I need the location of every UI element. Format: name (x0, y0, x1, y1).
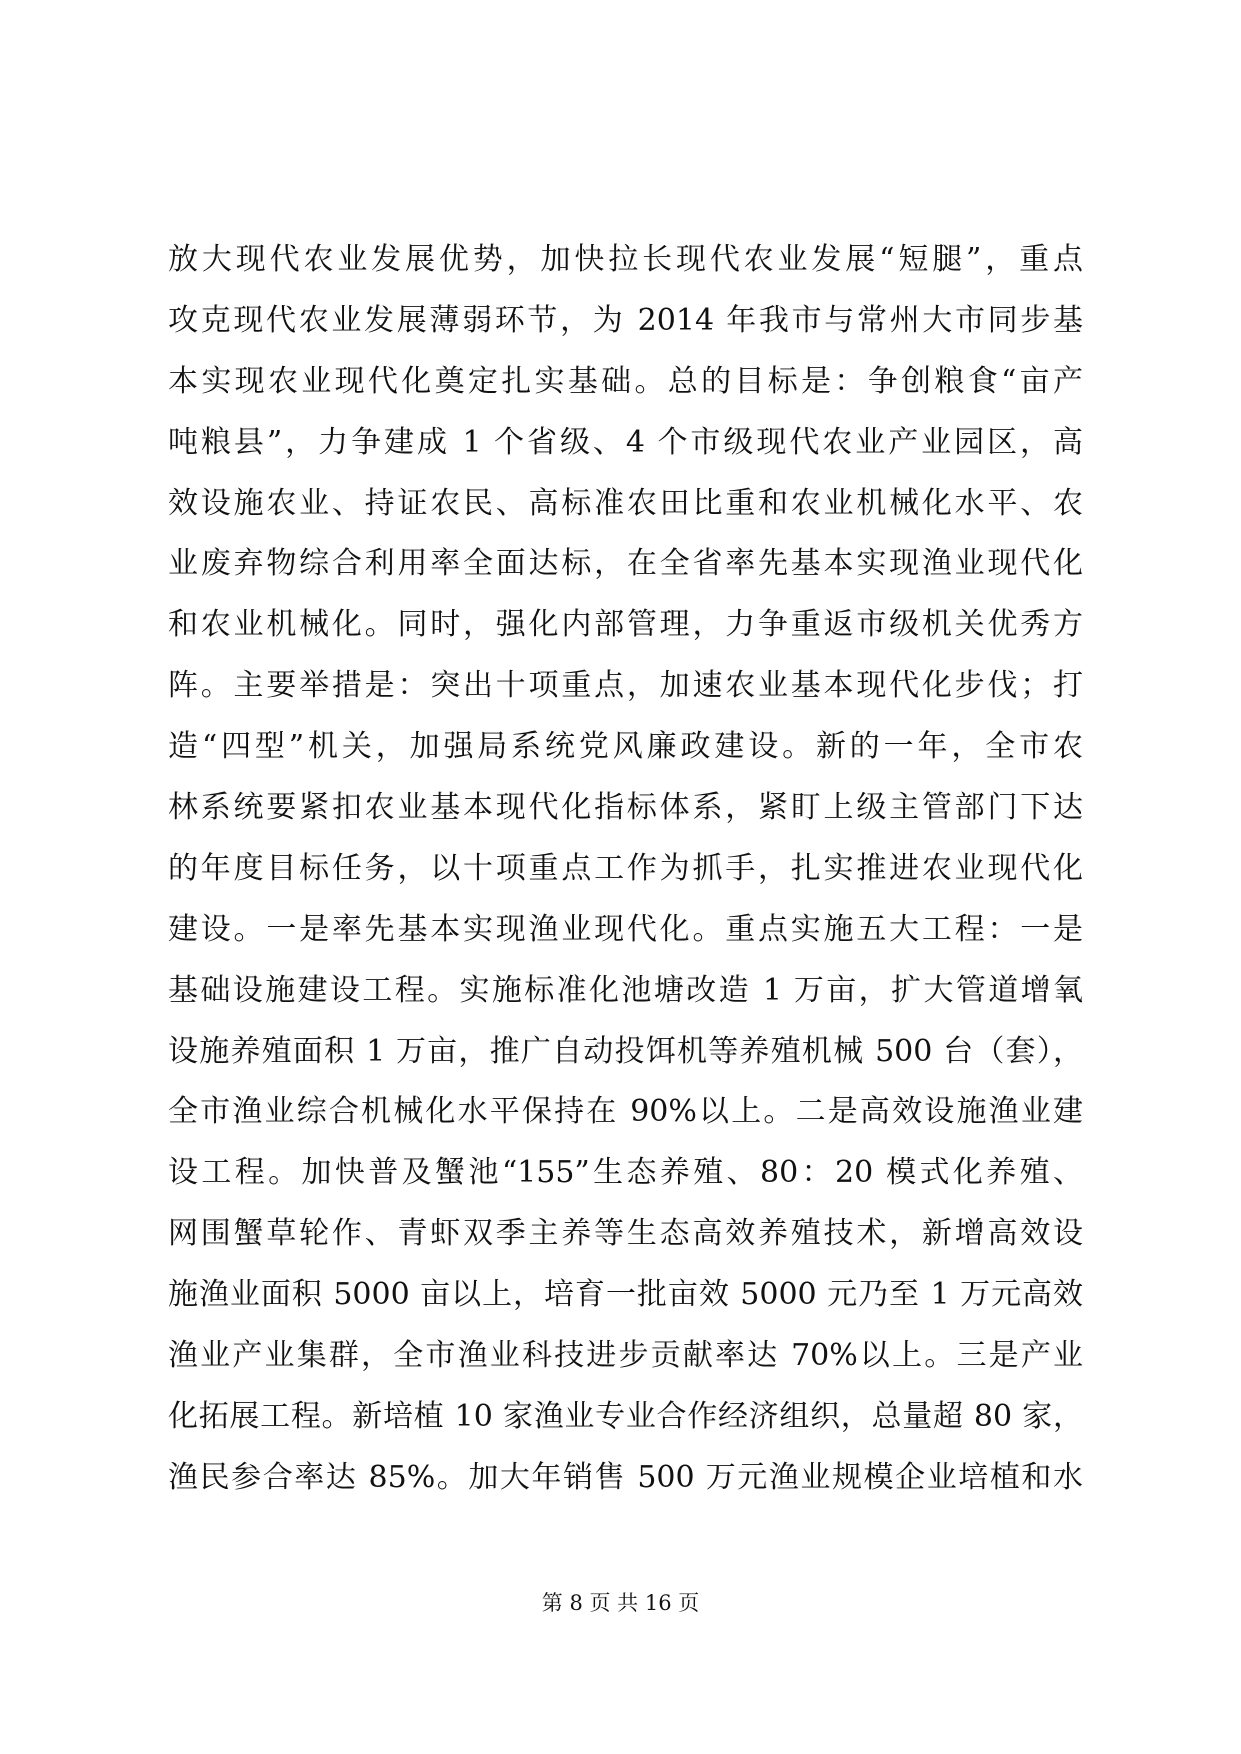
text-line: 业废弃物综合利用率全面达标，在全省率先基本实现渔业现代化 (168, 546, 1083, 582)
text-line: 的年度目标任务，以十项重点工作为抓手，扎实推进农业现代化 (168, 850, 1083, 886)
text-line: 本实现农业现代化奠定扎实基础。总的目标是：争创粮食“亩产 (168, 363, 1083, 399)
body-text (168, 230, 1083, 1509)
text-line: 建设。一是率先基本实现渔业现代化。重点实施五大工程：一是 (168, 911, 1083, 947)
text-line: 网围蟹草轮作、青虾双季主养等生态高效养殖技术，新增高效设 (168, 1216, 1083, 1252)
text-line: 效设施农业、持证农民、高标准农田比重和农业机械化水平、农 (168, 485, 1083, 521)
text-line: 和农业机械化。同时，强化内部管理，力争重返市级机关优秀方 (168, 607, 1083, 643)
text-line: 造“四型”机关，加强局系统党风廉政建设。新的一年，全市农 (168, 729, 1083, 765)
text-line: 化拓展工程。新培植 10 家渔业专业合作经济组织，总量超 80 家， (168, 1398, 1083, 1434)
text-line: 渔业产业集群，全市渔业科技进步贡献率达 70%以上。三是产业 (168, 1338, 1083, 1374)
text-line: 设施养殖面积 1 万亩，推广自动投饵机等养殖机械 500 台（套）， (168, 1033, 1083, 1069)
text-line: 放大现代农业发展优势，加快拉长现代农业发展“短腿”，重点 (168, 242, 1083, 277)
text-line: 设工程。加快普及蟹池“155”生态养殖、80：20 模式化养殖、 (168, 1155, 1083, 1191)
text-line: 吨粮县”，力争建成 1 个省级、4 个市级现代农业产业园区，高 (168, 424, 1083, 460)
text-line: 全市渔业综合机械化水平保持在 90%以上。二是高效设施渔业建 (168, 1094, 1083, 1130)
text-line: 阵。主要举措是：突出十项重点，加速农业基本现代化步伐；打 (168, 668, 1083, 704)
text-line: 基础设施建设工程。实施标准化池塘改造 1 万亩，扩大管道增氧 (168, 972, 1083, 1008)
text-line: 林系统要紧扣农业基本现代化指标体系，紧盯上级主管部门下达 (168, 790, 1083, 826)
page-footer: 第 8 页 共 16 页 (541, 1591, 700, 1615)
text-line: 渔民参合率达 85%。加大年销售 500 万元渔业规模企业培植和水 (168, 1459, 1083, 1495)
text-line: 施渔业面积 5000 亩以上，培育一批亩效 5000 元乃至 1 万元高效 (168, 1277, 1083, 1313)
text-line: 攻克现代农业发展薄弱环节，为 2014 年我市与常州大市同步基 (168, 302, 1083, 338)
